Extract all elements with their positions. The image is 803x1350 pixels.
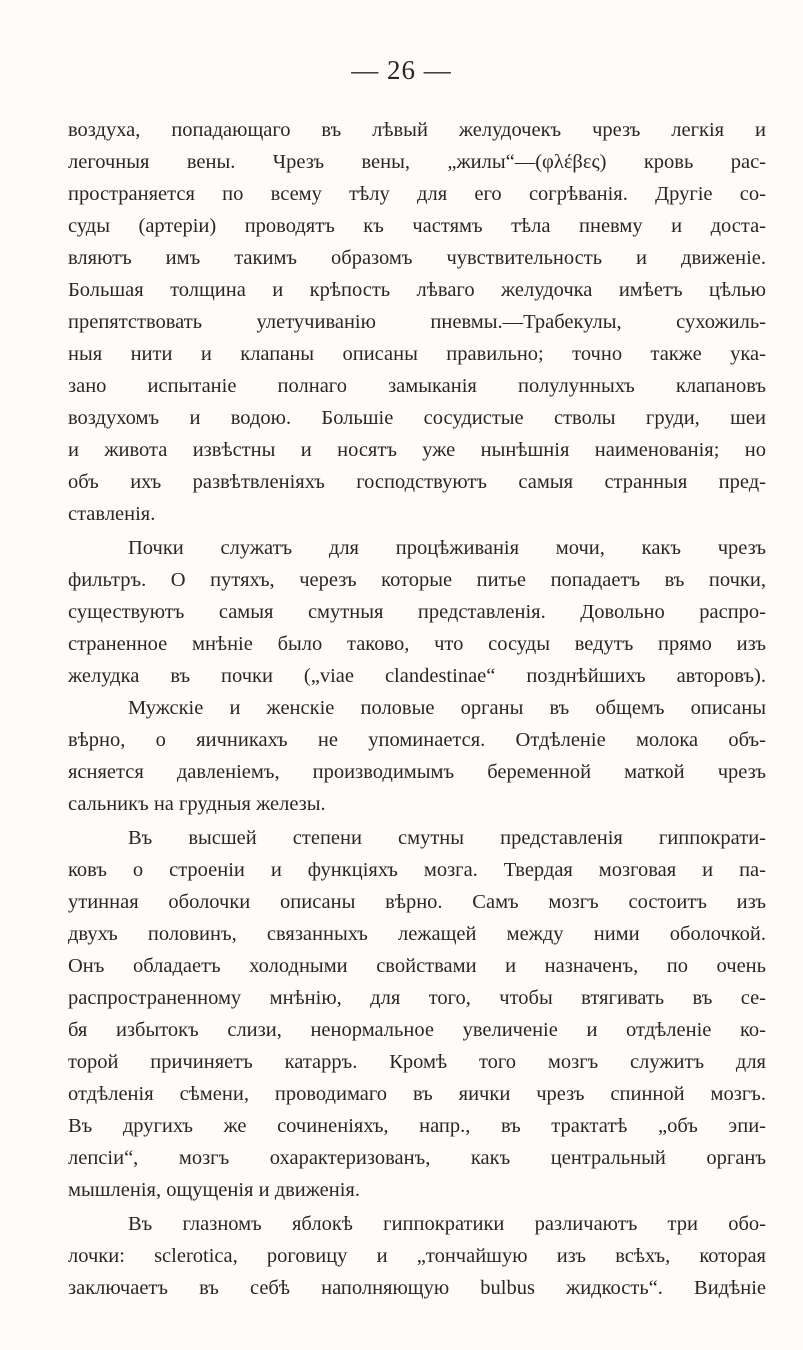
page-number: — 26 — (351, 55, 452, 85)
text-line: Онъ обладаетъ холодными свойствами и назначенъ, по очень (68, 955, 766, 977)
text-line: ставленія. (68, 503, 156, 525)
text-line: суды (артеріи) проводятъ къ частямъ тѣла пневму и доста- (68, 215, 766, 237)
text-line: объ ихъ развѣтвленіяхъ господствуютъ самыя странныя пред- (68, 471, 766, 493)
text-line: воздуха, попадающаго въ лѣвый желудочекъ чрезъ легкія и (68, 119, 766, 141)
text-line: утинная оболочки описаны вѣрно. Самъ мозгъ состоитъ изъ (68, 891, 766, 913)
text-line: ясняется давленіемъ, производимымъ беременной маткой чрезъ (68, 761, 766, 783)
text-line: ковъ о строеніи и функціяхъ мозга. Твердая мозговая и па- (68, 859, 766, 881)
text-line: страненное мнѣніе было таково, что сосуды ведутъ прямо изъ (68, 633, 766, 655)
paragraph-first-line: Въ глазномъ яблокѣ гиппократики различаютъ три обо- (128, 1213, 766, 1235)
paragraph-first-line: Почки служатъ для процѣживанія мочи, какъ чрезъ (128, 537, 766, 559)
text-line: вѣрно, о яичникахъ не упоминается. Отдѣленіе молока объ- (68, 729, 766, 751)
text-line: пространяется по всему тѣлу для его согрѣванія. Другіе со- (68, 183, 766, 205)
text-line: зано испытаніе полнаго замыканія полулунныхъ клапановъ (68, 375, 766, 397)
text-line: сальникъ на грудныя железы. (68, 793, 326, 815)
text-line: Въ другихъ же сочиненіяхъ, напр., въ трактатѣ „объ эпи- (68, 1115, 766, 1137)
text-line: лочки: sclerotica, роговицу и „тончайшую изъ всѣхъ, которая (68, 1245, 766, 1267)
text-line: Большая толщина и крѣпость лѣваго желудочка имѣетъ цѣлью (68, 279, 766, 301)
text-line: препятствовать улетучиванію пневмы.—Трабекулы, сухожиль- (68, 311, 766, 333)
text-line: мышленія, ощущенія и движенія. (68, 1179, 360, 1201)
text-line: вляютъ имъ такимъ образомъ чувствительность и движеніе. (68, 247, 766, 269)
text-line: заключаетъ въ себѣ наполняющую bulbus жидкость“. Видѣніе (68, 1277, 766, 1299)
text-line: отдѣленія сѣмени, проводимаго въ яички чрезъ спинной мозгъ. (68, 1083, 766, 1105)
text-line: воздухомъ и водою. Большіе сосудистые стволы груди, шеи (68, 407, 766, 429)
text-line: желудка въ почки („viae clandestinae“ позднѣйшихъ авторовъ). (68, 665, 766, 687)
text-line: торой причиняетъ катарръ. Кромѣ того мозгъ служитъ для (68, 1051, 766, 1073)
text-line: распространенному мнѣнію, для того, чтобы втягивать въ се- (68, 987, 766, 1009)
text-line: двухъ половинъ, связанныхъ лежащей между ними оболочкой. (68, 923, 766, 945)
text-line: бя избытокъ слизи, ненормальное увеличеніе и отдѣленіе ко- (68, 1019, 766, 1041)
text-line: и живота извѣстны и носятъ уже нынѣшнія наименованія; но (68, 439, 766, 461)
text-line: ныя нити и клапаны описаны правильно; точно также ука- (68, 343, 766, 365)
text-line: легочныя вены. Чрезъ вены, „жилы“—(φλέβες) кровь рас- (68, 151, 766, 173)
paragraph-first-line: Мужскіе и женскіе половые органы въ общемъ описаны (128, 697, 766, 719)
text-line: существуютъ самыя смутныя представленія. Довольно распро- (68, 601, 766, 623)
text-line: лепсіи“, мозгъ охарактеризованъ, какъ центральный органъ (68, 1147, 766, 1169)
text-line: фильтръ. О путяхъ, черезъ которые питье попадаетъ въ почки, (68, 569, 766, 591)
paragraph-first-line: Въ высшей степени смутны представленія гиппократи- (128, 827, 766, 849)
